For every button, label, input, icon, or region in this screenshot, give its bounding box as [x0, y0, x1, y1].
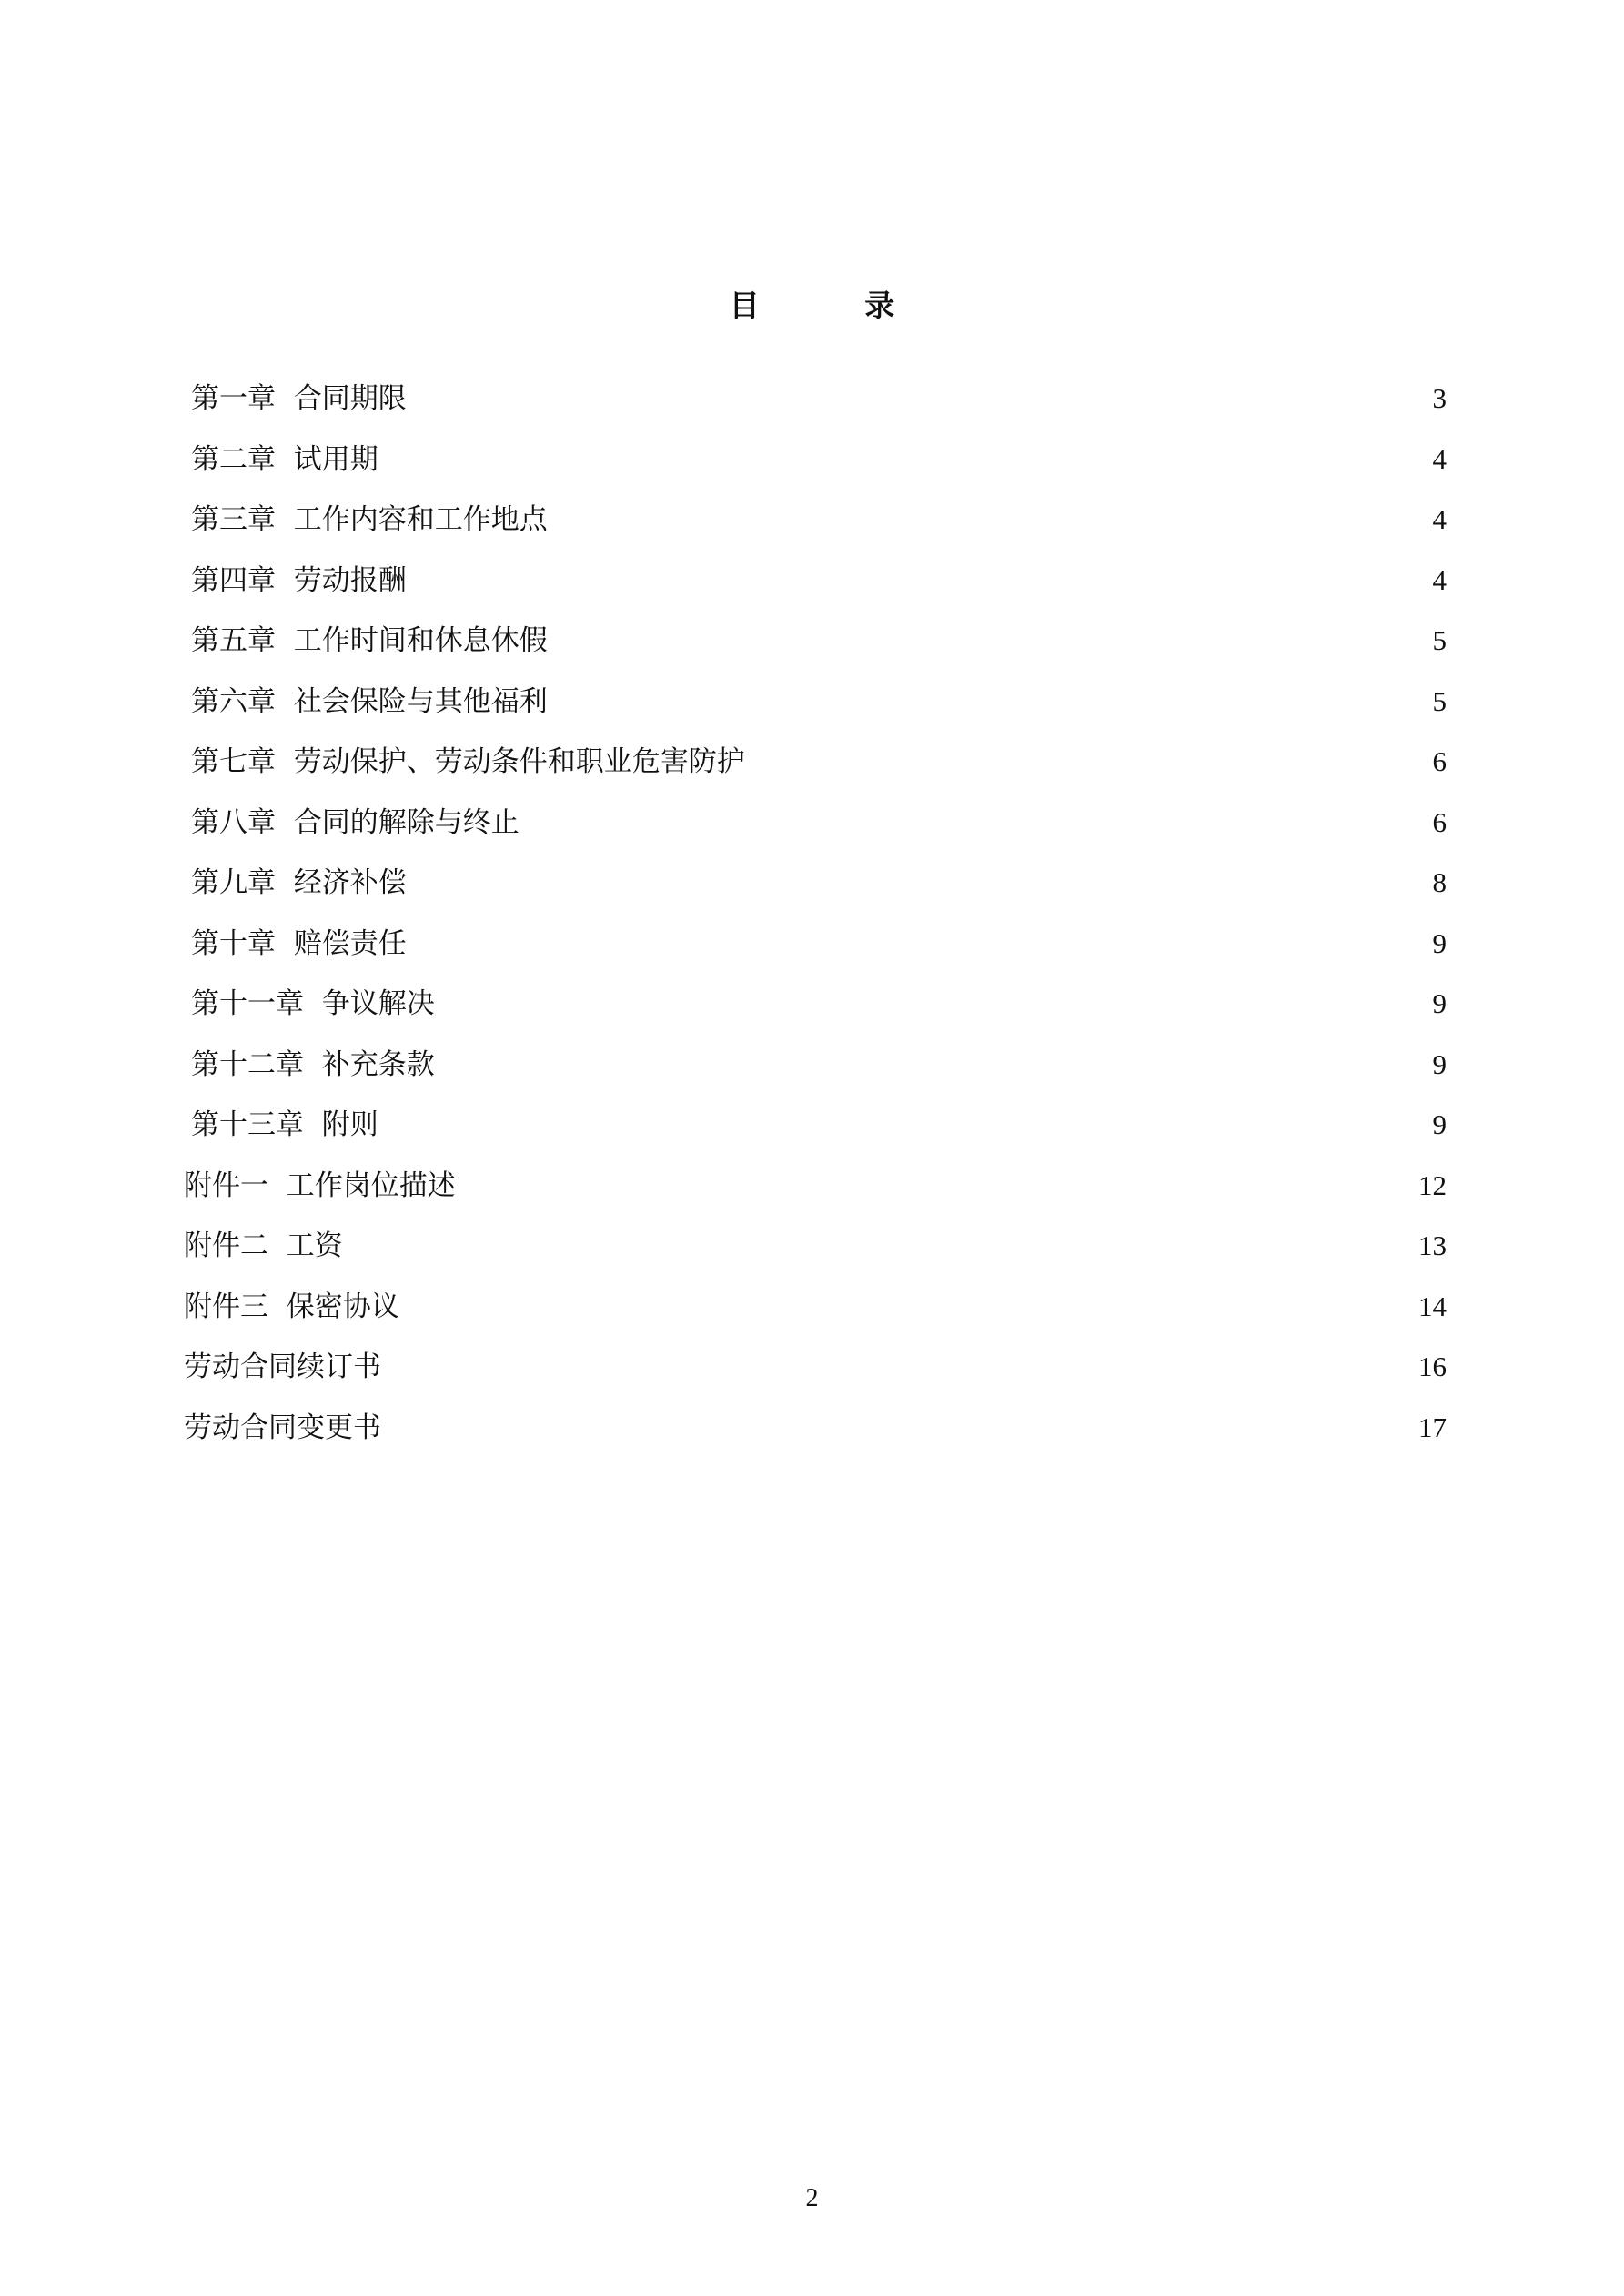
- toc-entry[interactable]: [182, 369, 1447, 430]
- toc-entry-label: 劳动合同变更书: [184, 1411, 381, 1444]
- toc-entry-page: 12: [1418, 1168, 1447, 1201]
- toc-entry[interactable]: [182, 611, 1447, 672]
- toc-entry-page: 9: [1432, 1047, 1447, 1080]
- toc-entry-label: 第八章 合同的解除与终止: [191, 805, 519, 839]
- toc-entry[interactable]: [182, 430, 1447, 491]
- toc-entry-page: 16: [1418, 1350, 1447, 1383]
- toc-entry[interactable]: [182, 732, 1447, 793]
- toc-entry-label: 第十二章 补充条款: [191, 1047, 435, 1081]
- toc-entry-page: 8: [1432, 866, 1447, 899]
- toc-entry-page: 4: [1432, 503, 1447, 536]
- page-number: 2: [805, 2184, 819, 2212]
- toc-entry-page: 5: [1432, 624, 1447, 657]
- toc-entry[interactable]: [182, 551, 1447, 612]
- toc-entry-page: 3: [1432, 382, 1447, 415]
- toc-entry[interactable]: [182, 490, 1447, 551]
- toc-entry-label: 第七章 劳动保护、劳动条件和职业危害防护: [191, 745, 745, 779]
- toc-entry-page: 4: [1432, 563, 1447, 596]
- toc-entry-label: 第五章 工作时间和休息休假: [191, 624, 548, 658]
- toc-entry-label: 第一章 合同期限: [191, 382, 407, 416]
- toc-entry-page: 5: [1432, 684, 1447, 717]
- toc-entry-page: 17: [1418, 1411, 1447, 1443]
- toc-entry-label: 第二章 试用期: [191, 442, 378, 476]
- toc-entry-label: 第十三章 附则: [191, 1108, 378, 1142]
- toc-entry-label: 劳动合同续订书: [184, 1350, 381, 1384]
- toc-entry-label: 附件三 保密协议: [184, 1290, 399, 1323]
- toc-entry-page: 9: [1432, 926, 1447, 959]
- toc-entry-label: 第九章 经济补偿: [191, 866, 407, 900]
- toc-entry[interactable]: [182, 1035, 1447, 1096]
- toc-entry[interactable]: [182, 853, 1447, 914]
- toc-entry-page: 9: [1432, 987, 1447, 1020]
- toc-entry[interactable]: [182, 1337, 1447, 1398]
- toc-entry-label: 第四章 劳动报酬: [191, 563, 407, 597]
- toc-entry-label: 第十章 赔偿责任: [191, 926, 407, 960]
- toc-entry-label: 第三章 工作内容和工作地点: [191, 503, 548, 537]
- toc-title: 目 录: [729, 288, 943, 323]
- toc-entry[interactable]: [182, 1156, 1447, 1217]
- toc-entry-label: 附件二 工资: [184, 1229, 343, 1263]
- toc-entry-label: 第十一章 争议解决: [191, 987, 435, 1021]
- toc-entry-page: 13: [1418, 1229, 1447, 1262]
- toc-entry-page: 6: [1432, 745, 1447, 778]
- toc-entry[interactable]: [182, 974, 1447, 1035]
- toc-entry-page: 9: [1432, 1108, 1447, 1141]
- toc-entry-page: 6: [1432, 805, 1447, 838]
- toc-entry[interactable]: [182, 914, 1447, 975]
- toc-entry-label: 附件一 工作岗位描述: [184, 1168, 456, 1202]
- table-of-contents: [182, 369, 1447, 1458]
- toc-entry-label: 第六章 社会保险与其他福利: [191, 684, 548, 718]
- toc-entry[interactable]: [182, 793, 1447, 854]
- toc-entry[interactable]: [182, 1277, 1447, 1338]
- toc-entry[interactable]: [182, 672, 1447, 733]
- toc-entry[interactable]: [182, 1095, 1447, 1156]
- toc-entry-page: 14: [1418, 1290, 1447, 1322]
- toc-entry[interactable]: [182, 1398, 1447, 1459]
- toc-entry-page: 4: [1432, 442, 1447, 475]
- toc-entry[interactable]: [182, 1216, 1447, 1277]
